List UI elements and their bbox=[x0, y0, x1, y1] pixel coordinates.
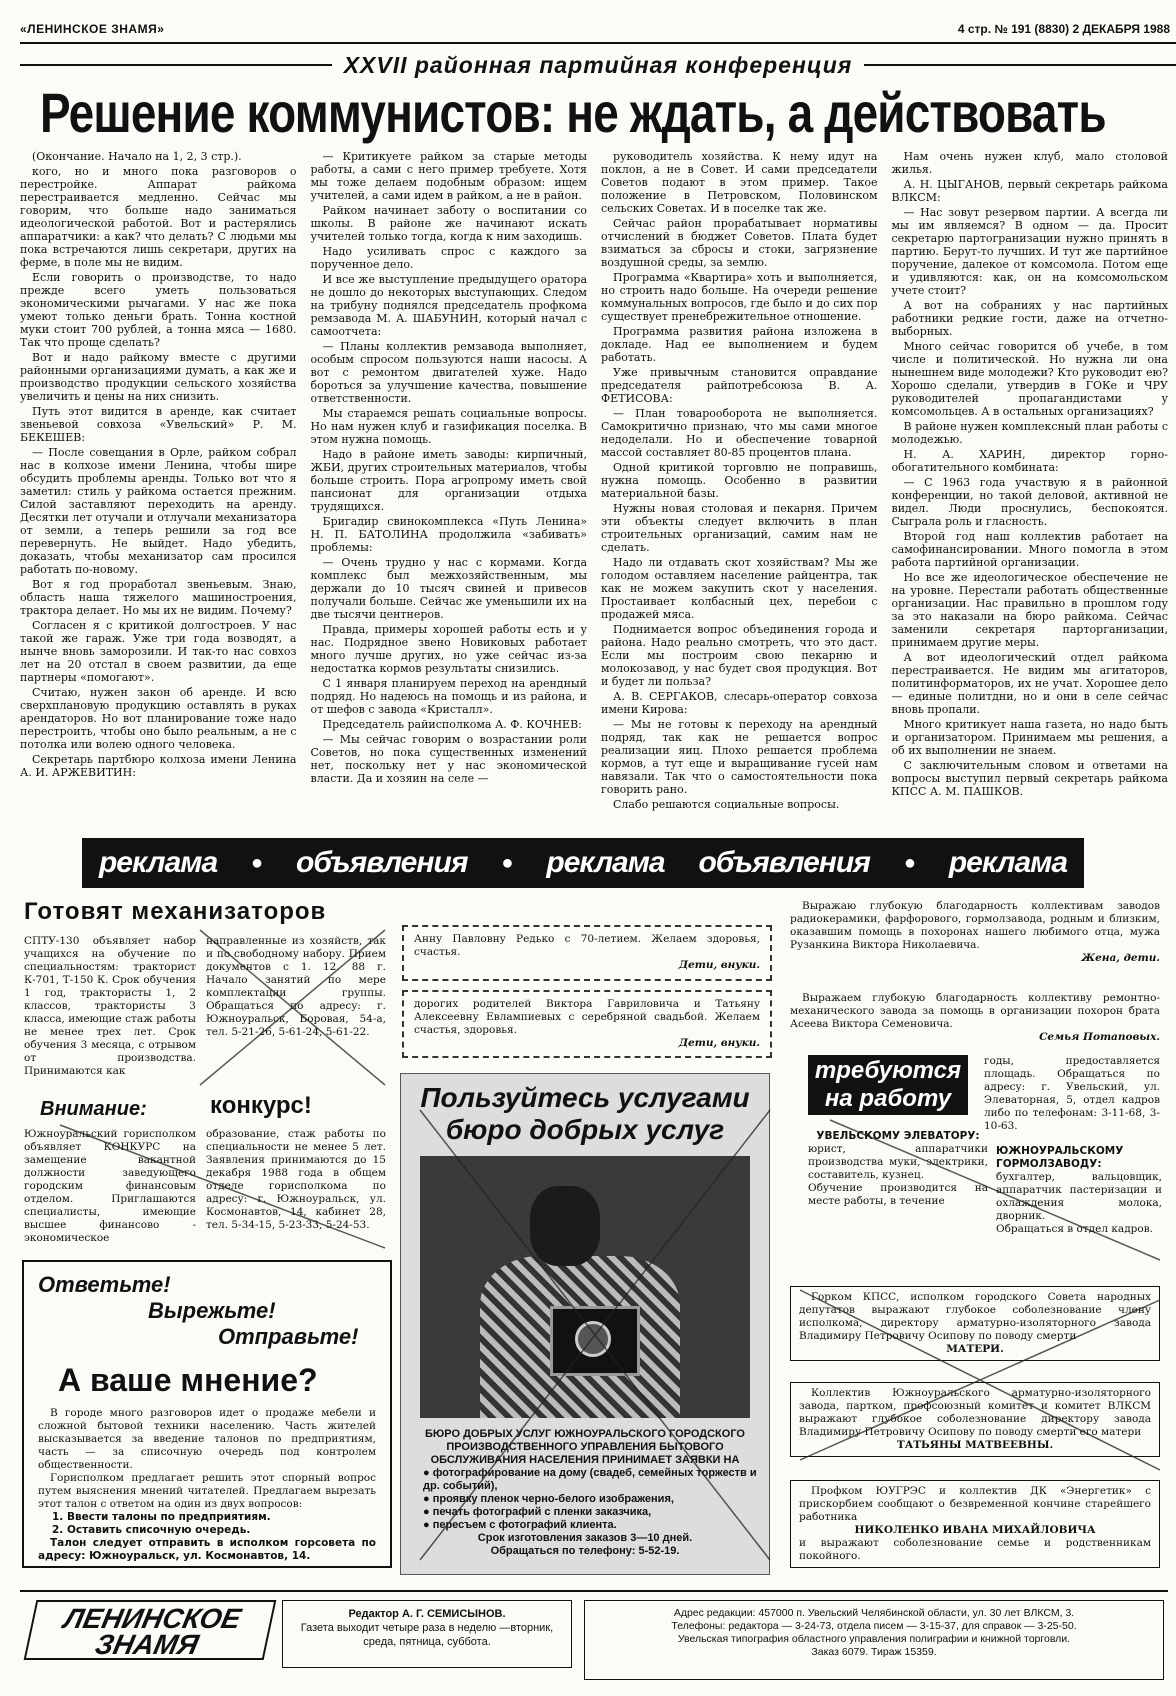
schedule: Газета выходит четыре раза в неделю —вторник, среда, пятница, суббота. bbox=[300, 1622, 554, 1648]
photographer-photo bbox=[420, 1156, 750, 1418]
banner-word: реклама bbox=[98, 846, 218, 879]
article-paragraph: Вот и надо райкому вместе с другими районными организациями думать, а как же и производство продукции сельского хозяйства увеличить и цены на них снизить. bbox=[20, 351, 297, 403]
article-paragraph: Программа «Квартира» хоть и выполняется, но строить надо больше. На очереди решение коммунальных вопросов, где было и до сих пор существует пренебрежительное отношение. bbox=[601, 271, 878, 323]
greeting-2-sign: Дети, внуки. bbox=[678, 1037, 760, 1049]
condolence-3-sign: МАТЕРИ. bbox=[946, 1343, 1004, 1355]
article-col-4 bbox=[892, 150, 1169, 830]
condolence-2-sign: Семья Потаповых. bbox=[1039, 1031, 1160, 1043]
jobs-list-2: бухгалтер, вальцовщик, аппаратчик пастеризации и охлаждения молока, дворник. bbox=[996, 1171, 1162, 1222]
article-paragraph: Нам очень нужен клуб, мало столовой жилья. bbox=[891, 150, 1168, 176]
condolence-3 bbox=[790, 1286, 1160, 1361]
phones: Телефоны: редактора — 3-24-73, отдела писем — 3-15-37, для справок — 3-25-50. bbox=[671, 1620, 1077, 1632]
condolence-5 bbox=[790, 1480, 1160, 1568]
bdu-ad bbox=[400, 1073, 770, 1575]
conference-strip bbox=[20, 52, 1176, 78]
article-paragraph: — Планы коллектив ремзавода выполняет, особым спросом пользуются наши насосы. А вот с ремонтом двигателей хуже. Надо бороться за улучшение качества, повышение ответственности. bbox=[310, 340, 587, 405]
greeting-1-text: Анну Павловну Редько с 70-летием. Желаем здоровья, счастья. bbox=[414, 933, 760, 958]
article-paragraph: Правда, примеры хорошей работы есть и у нас. Подрядное звено Новиковых работает много лучше других, но уже сейчас из-за недостатка кормов результаты снизились. bbox=[310, 623, 587, 675]
greeting-1 bbox=[402, 925, 772, 981]
condolence-4-sign: ТАТЬЯНЫ МАТВЕЕВНЫ. bbox=[896, 1439, 1054, 1451]
article-paragraph: Много критикует наша газета, но надо быть и организатором. Принимаем мы решения, а об их выполнении не знаем. bbox=[891, 718, 1168, 757]
condolence-5-name: НИКОЛЕНКО ИВАНА МИХАЙЛОВИЧА bbox=[854, 1524, 1096, 1536]
article-columns bbox=[20, 150, 1168, 830]
greeting-2 bbox=[402, 990, 772, 1058]
article-paragraph: Надо ли отдавать скот хозяйствам? Мы же голодом оставляем население райцентра, так как не можем закупить скот у населения. Простаивает колбасный цех, перебои с продажей мяса. bbox=[601, 556, 878, 621]
bdu-title: Пользуйтесь услугами бюро добрых услуг bbox=[420, 1082, 750, 1145]
newspaper-logo bbox=[24, 1600, 277, 1660]
article-paragraph: Н. А. ХАРИН, директор горно-обогатительного комбината: bbox=[891, 448, 1168, 474]
article-paragraph: Мы стараемся решать социальные вопросы. Но нам нужен клуб и газификация поселка. В этом нужна помощь. bbox=[310, 407, 587, 446]
article-col-2 bbox=[311, 150, 588, 830]
address: Адрес редакции: 457000 п. Увельский Челябинской области, ул. 30 лет ВЛКСМ, 3. bbox=[673, 1607, 1075, 1619]
ads-banner: реклама ● объявления ● реклама объявления ● реклама bbox=[82, 838, 1084, 888]
jobs-org-1: УВЕЛЬСКОМУ ЭЛЕВАТОРУ: bbox=[816, 1130, 980, 1142]
bdu-item: ● фотографирование на дому (свадеб, семейных торжеств и др. событий), bbox=[423, 1467, 757, 1492]
banner-word: реклама bbox=[948, 846, 1068, 879]
greeting-1-sign: Дети, внуки. bbox=[678, 959, 760, 971]
bdu-text: БЮРО ДОБРЫХ УСЛУГ ЮЖНОУРАЛЬСКОГО ГОРОДСКОГО ПРОИЗВОДСТВЕННОГО УПРАВЛЕНИЯ БЫТОВОГО ОБСЛУЖИВАНИЯ НАСЕЛЕНИЯ ПРИНИМАЕТ ЗАЯВКИ НА bbox=[425, 1428, 745, 1466]
jobs-title bbox=[808, 1055, 968, 1115]
article-paragraph: — Мы не готовы к переходу на арендный подряд, так как не решается вопрос реализации яиц. Плохо решается проблема кормов, а тут еще и выращивание гусей нам навязали. Так что о самостоятельности пока говорить рано. bbox=[601, 718, 878, 796]
attention-label: Внимание: bbox=[40, 1098, 147, 1120]
poll-body-2: Горисполком предлагает решить этот спорный вопрос путем выяснения мнений читателей. Предлагаем вырезать этот талон с ответом на один из двух вопросов: bbox=[38, 1472, 376, 1510]
jobs-list-1: юрист, аппаратчики производства муки, электрики, составитель, кузнец. bbox=[808, 1143, 988, 1181]
mechanics-title: Готовят механизаторов bbox=[24, 898, 327, 925]
contest-col-1: Южноуральский горисполком объявляет КОНКУРС на замещение вакантной должности заведующего городским финансовым отделом. Приглашаются специалисты, имеющие высшее финансово - экономическое bbox=[24, 1128, 196, 1244]
condolence-2-text: Выражаем глубокую благодарность коллективу ремонтно-механического завода за помощь в организации похорон брата Асеева Виктора Семеновича. bbox=[790, 992, 1160, 1030]
article-paragraph: Если говорить о производстве, то надо прежде всего уметь пользоваться экономическими рычагами. У нас же пока умеют только деньги брать. Тонна костной муки стоит 700 рублей, а тонна мяса — 1680. Так что проще сделать? bbox=[20, 271, 297, 349]
poll-body: В городе много разговоров идет о продаже мебели и сложной бытовой техники населению. Часть жителей высказывается за введение талонов по предприятиям, часть — за списочную очередь под контролем общественности. bbox=[38, 1407, 376, 1471]
article-paragraph: Программа развития района изложена в докладе. Над ее выполнением и будем работать. bbox=[601, 325, 878, 364]
condolence-5-end: и выражают соболезнование семье и родственникам покойного. bbox=[799, 1537, 1151, 1562]
jobs-top-text: годы, предоставляется площадь. Обращаться по адресу: г. Увельский, ул. Элеваторная, 5, отдел кадров либо по телефонам: 3-11-68, 3-10-63. bbox=[984, 1055, 1160, 1132]
article-paragraph: — Мы сейчас говорим о возрастании роли Советов, но пока существенных изменений нет, поскольку нет у нас экономической власти. Да и хозяин на селе — bbox=[310, 733, 587, 785]
bdu-item: ● печать фотографий с пленки заказчика, bbox=[423, 1506, 652, 1518]
article-paragraph: Надо в районе иметь заводы: кирпичный, ЖБИ, других строительных материалов, чтобы больше строить. Пора агропрому иметь свой пансионат для организации отдыха трудящихся. bbox=[310, 448, 587, 513]
article-paragraph: С 1 января планируем переход на арендный подряд. Но надеюсь на помощь и из района, и от шефов с завода «Кристалл». bbox=[310, 677, 587, 716]
article-paragraph: — План товарооборота не выполняется. Самокритично признаю, что мы сами многое недоделали. Но и обеспечение товарной массой составляет 80-85 процентов плана. bbox=[601, 407, 878, 459]
poll-line-1: Ответьте! bbox=[38, 1272, 171, 1297]
article-paragraph: Райком начинает заботу о воспитании со школы. В районе же начинают искать учителей только тогда, когда к ним заходишь. bbox=[310, 204, 587, 243]
mechanics-col-1: СПТУ-130 объявляет набор учащихся на обучение по специальностям: тракторист К-701, Т-150 К. Срок обучения 1 год, трактористы 1, 2 классов, трактористы 3 класса, имеющие стаж работы не менее трех лет. Срок обучения 3 месяца, с отрывом от производства. Принимаются как bbox=[24, 935, 196, 1077]
article-paragraph: И все же выступление предыдущего оратора не дошло до некоторых выступающих. Следом на трибуну поднялся председатель профкома ремзавода М. А. ШАБУНИН, который начал с самоотчета: bbox=[310, 273, 587, 338]
condolence-1-sign: Жена, дети. bbox=[1081, 952, 1160, 964]
article-paragraph: Сейчас район прорабатывает нормативы отчислений в бюджет Советов. Плата будет взиматься за сбросы и стоки, загрязнение воздушной среды, за землю. bbox=[601, 217, 878, 269]
poll-box bbox=[22, 1260, 392, 1568]
contest-col-2: образование, стаж работы по специальности не менее 5 лет. Заявления принимаются до 15 декабря 1988 года в общем отделе горисполкома по адресу: г. Южноуральск, ул. Космонавтов, 14, кабинет 28, тел. 5-34-15, 5-23-33, 5-24-53. bbox=[206, 1128, 386, 1231]
order-info: Заказ 6079. Тираж 15359. bbox=[811, 1646, 937, 1658]
greeting-2-text: дорогих родителей Виктора Гавриловича и Татьяну Алексеевну Евлампиевых с серебряной свадьбой. Желаем счастья, здоровья. bbox=[414, 998, 760, 1036]
jobs-title-2: на работу bbox=[824, 1085, 952, 1112]
article-paragraph: С заключительным словом и ответами на вопросы выступил первый секретарь райкома КПСС А. М. ПАШКОВ. bbox=[891, 759, 1168, 798]
condolence-3-text: Горком КПСС, исполком городского Совета народных депутатов выражают глубокое соболезнование члену исполкома, директору арматурно-изоляторного завода Владимиру Петровичу Осипову по поводу смерти bbox=[799, 1291, 1151, 1342]
jobs-org-2: ЮЖНОУРАЛЬСКОМУ ГОРМОЛЗАВОДУ: bbox=[996, 1145, 1124, 1170]
poll-footer: Талон следует отправить в исполком горсовета по адресу: Южноуральск, ул. Космонавтов, 14. bbox=[38, 1537, 376, 1562]
article-paragraph: кого, но и много пока разговоров о перестройке. Аппарат райкома перестраивается медленно. Сейчас мы говорим, что больше надо заниматься идеологической работой. Вот и растерялись аппаратчики: а как? что делать? С людьми мы пока встречаются лишь секретари, других на ферме, в поле мы не видим. bbox=[20, 165, 297, 269]
article-paragraph: Уже привычным становится оправдание председателя райпотребсоюза В. А. ФЕТИСОВА: bbox=[601, 366, 878, 405]
banner-word: объявления bbox=[296, 846, 468, 879]
article-paragraph: А вот идеологический отдел райкома перестраивается. Не видим мы агитаторов, политинформаторов, их не учат. Хорошее дело — единые политдни, но и они в селе сейчас вновь пропали. bbox=[891, 651, 1168, 716]
article-paragraph: Надо усиливать спрос с каждого за порученное дело. bbox=[310, 245, 587, 271]
poll-option-2: 2. Оставить списочную очередь. bbox=[52, 1524, 251, 1536]
article-paragraph: Вот я год проработал звеньевым. Знаю, область наша тяжелого машиностроения, трактора делает. Но мы их не видим. Почему? bbox=[20, 578, 297, 617]
article-paragraph: (Окончание. Начало на 1, 2, 3 стр.). bbox=[32, 150, 242, 163]
logo-line-1: ЛЕНИНСКОЕ bbox=[61, 1603, 244, 1634]
bdu-phone: Обращаться по телефону: 5-52-19. bbox=[490, 1545, 680, 1557]
contest-label: конкурс! bbox=[210, 1092, 312, 1119]
condolence-1-text: Выражаю глубокую благодарность коллективам заводов радиокерамики, фарфорового, гормолзавода, родным и близким, оказавшим помощь в похоронах нашего любимого отца, мужа Рузанкина Виктора Николаевича. bbox=[790, 900, 1160, 951]
condolence-2 bbox=[790, 992, 1160, 1043]
article-paragraph: Много сейчас говорится об учебе, в том числе и политической. Но нужна ли она нынешнем виде молодежи? Кто руководит ею? Хорошо сделали, утвердив в ГОКе и ЧРУ руководителей пропагандистами у комсомольцев. А в остальных организациях? bbox=[891, 340, 1168, 418]
article-paragraph: Согласен я с критикой долгостроев. У нас такой же гараж. Уже три года возводят, а нынче вновь заморозили. И так-то нас совхоз лет на 20 отстал в своем развитии, да еще партнеры «помогают». bbox=[20, 619, 297, 684]
banner-word: реклама bbox=[546, 846, 665, 879]
article-paragraph: — С 1963 года участвую я в районной конференции, но такой деловой, активной не видел. Люди проснулись, беспокоятся. Сыграла роль и гласность. bbox=[891, 476, 1168, 528]
jobs-title-1: требуются bbox=[814, 1057, 962, 1084]
mechanics-col-2: направленные из хозяйств, так и по свободному набору. Прием документов с 1. 12. 88 г. Начало занятий по мере комплектации группы. Обращаться по адресу: г. Южноуральск, Боровая, 54-а, тел. 5-21-26, 5-61-24, 5-61-22. bbox=[206, 935, 386, 1038]
article-paragraph: Бригадир свинокомплекса «Путь Ленина» Н. П. БАТОЛИНА продолжила «забивать» проблемы: bbox=[310, 515, 587, 554]
printer: Увельская типография областного управления полиграфии и книжной торговли. bbox=[677, 1633, 1071, 1645]
logo-line-2: ЗНАМЯ bbox=[92, 1629, 202, 1660]
address-box bbox=[584, 1600, 1164, 1680]
poll-line-2: Вырежьте! bbox=[148, 1298, 276, 1323]
poll-option-1: 1. Ввести талоны по предприятиям. bbox=[52, 1511, 271, 1523]
article-paragraph: Слабо решаются социальные вопросы. bbox=[613, 798, 840, 811]
jobs-dairy bbox=[996, 1145, 1162, 1263]
article-paragraph: Одной критикой торговлю не поправишь, нужна помощь. Особенно в развитии материальной базы. bbox=[601, 461, 878, 500]
poll-title: А ваше мнение? bbox=[58, 1362, 318, 1398]
poll-line-3: Отправьте! bbox=[218, 1324, 359, 1349]
article-col-1 bbox=[20, 150, 297, 830]
article-paragraph: руководитель хозяйства. К нему идут на поклон, а не в Совет. И сами председатели Советов подают в этом пример. Такое положение в Петровском, Половинском сельских Советах. И в поселке так же. bbox=[601, 150, 878, 215]
article-paragraph: Путь этот видится в аренде, как считает звеньевой совхоза «Увельский» Р. М. БЕКЕШЕВ: bbox=[20, 405, 297, 444]
article-paragraph: — После совещания в Орле, райком собрал нас в колхозе имени Ленина, чтобы шире обсудить проблемы аренды. Только вот что я заметил: стиль у райкома остается прежним. Силой заставляют переходить на аренду. Десятки лет отучали и отлучали механизатора от земли, а теперь решили за год все перевернуть. Не выйдет. Надо убедить, доказать, чтобы механизатор сам просился работать по-новому. bbox=[20, 446, 297, 576]
article-paragraph: В районе нужен комплексный план работы с молодежью. bbox=[891, 420, 1168, 446]
condolence-4 bbox=[790, 1382, 1160, 1457]
editor-box bbox=[282, 1600, 572, 1668]
article-paragraph: Нужны новая столовая и пекарня. Причем эти объекты следует включить в план строительных организаций, самим нам не сделать. bbox=[601, 502, 878, 554]
condolence-1 bbox=[790, 900, 1160, 964]
paper-name: «ЛЕНИНСКОЕ ЗНАМЯ» bbox=[20, 22, 165, 36]
issue-info: 4 стр. № 191 (8830) 2 ДЕКАБРЯ 1988 bbox=[957, 22, 1170, 36]
jobs-elevator bbox=[808, 1130, 988, 1260]
bdu-item: ● проявку пленок черно-белого изображения, bbox=[423, 1493, 674, 1505]
condolence-4-text: Коллектив Южноуральского арматурно-изоляторного завода, партком, профсоюзный комитет и комитет ВЛКСМ выражают глубокое соболезнование директору завода Владимиру Петровичу Осипову по поводу смерти его матери bbox=[799, 1387, 1151, 1438]
article-paragraph: А вот на собраниях у нас партийных работники редкие гости, даже на отчетно-выборных. bbox=[891, 299, 1168, 338]
bdu-item: ● пересъем с фотографий клиента. bbox=[423, 1519, 617, 1531]
editor: Редактор А. Г. СЕМИСЫНОВ. bbox=[348, 1608, 506, 1620]
condolence-5-text: Профком ЮУГРЭС и коллектив ДК «Энергетик» с прискорбием сообщают о безвременной кончине старейшего работника bbox=[799, 1485, 1151, 1523]
article-paragraph: Поднимается вопрос объединения города и района. Надо реально смотреть, что это даст. Если мы построим свою пекарню и молокозавод, у нас будет своя продукция. Вот и будет ли польза? bbox=[601, 623, 878, 688]
banner-word: объявления bbox=[698, 846, 870, 879]
headline: Решение коммунистов: не ждать, а действовать bbox=[40, 81, 1106, 144]
article-paragraph: Второй год наш коллектив работает на самофинансировании. Много помогла в этом работа партийной организации. bbox=[891, 530, 1168, 569]
article-col-3 bbox=[601, 150, 878, 830]
article-paragraph: — Нас зовут резервом партии. А всегда ли мы им являемся? В одном — да. Просит секретарю партогранизации нужно принять в партию. Берут-то лучших. И тут же партийное поручение, далекое от комсомола. Потом еще и удивляются: как, он на комсомольском учете стоит? bbox=[891, 206, 1168, 297]
article-paragraph: — Очень трудно у нас с кормами. Когда комплекс был межхозяйственным, мы держали до 10 тысяч свиней и привесов получали больше. Сейчас же уменьшили их на две тысячи центнеров. bbox=[310, 556, 587, 621]
article-paragraph: — Критикуете райком за старые методы работы, а сами с него пример требуете. Хотя мы тоже делаем подобным образом: ищем учителей, а сами идем в райком, а не в район. bbox=[310, 150, 587, 202]
article-paragraph: Секретарь партбюро колхоза имени Ленина А. И. АРЖЕВИТИН: bbox=[20, 753, 297, 779]
article-paragraph: А. Н. ЦЫГАНОВ, первый секретарь райкома ВЛКСМ: bbox=[891, 178, 1168, 204]
bdu-term: Срок изготовления заказов 3—10 дней. bbox=[477, 1532, 693, 1544]
article-paragraph: А. В. СЕРГАКОВ, слесарь-оператор совхоза имени Кирова: bbox=[601, 690, 878, 716]
jobs-note-1: Обучение производится на месте работы, в течение bbox=[808, 1182, 988, 1207]
header-rule bbox=[20, 42, 1176, 44]
jobs-note-2: Обращаться в отдел кадров. bbox=[996, 1223, 1153, 1235]
article-paragraph: Считаю, нужен закон об аренде. И всю сверхплановую продукцию оставлять в руках арендаторов. Но вот планирование тоже надо перестроить, чтобы оно было реальным, а не с потолка или волею одного человека. bbox=[20, 686, 297, 751]
article-paragraph: Председатель райисполкома А. Ф. КОЧНЕВ: bbox=[322, 718, 582, 731]
conference-title: XXVII районная партийная конференция bbox=[343, 51, 853, 78]
article-paragraph: Но все же идеологическое обеспечение не на уровне. Перестали работать общественные организации. Нас правильно в прошлом году за это наказали на бюро райкома. Сейчас заменили секретаря парторганизации, принимаем другие меры. bbox=[891, 571, 1168, 649]
